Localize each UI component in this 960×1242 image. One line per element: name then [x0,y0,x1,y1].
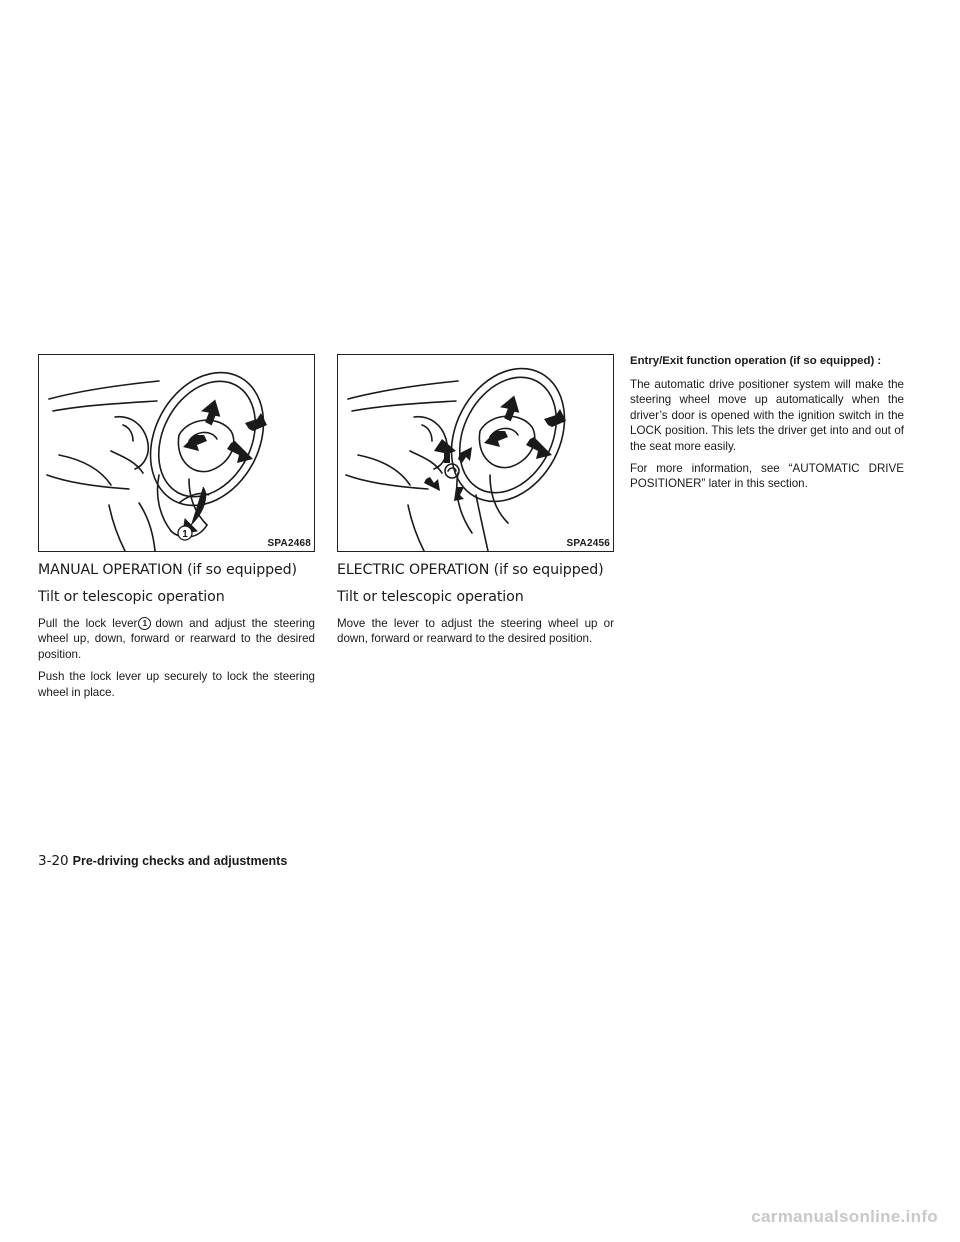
subsection-heading: Entry/Exit function operation (if so equipped) : [630,355,882,367]
paragraph-text: down and adjust the steering wheel up, down, forward or rearward to the desired position. [38,617,316,661]
section-heading: ELECTRIC OPERATION (if so equipped) [337,562,604,578]
section-heading: MANUAL OPERATION (if so equipped) [38,562,297,578]
body-paragraph: The automatic drive positioner system will make the steering wheel move up automatically when the driver’s door is opened with the ignition switch in the LOCK position. This lets the driver get into and out of the seat more easily. [630,378,904,453]
body-paragraph: For more information, see “AUTOMATIC DRIVE POSITIONER” later in this section. [630,462,904,491]
callout-circle-icon [178,526,192,540]
body-paragraph: Push the lock lever up securely to lock the steering wheel in place. [38,670,315,699]
section-subheading: Tilt or telescopic operation [337,589,524,605]
callout-circle-icon: 1 [138,617,151,630]
section-subheading: Tilt or telescopic operation [38,589,225,605]
body-paragraph [38,616,315,662]
svg-text:1: 1 [182,529,188,540]
body-paragraph: Move the lever to adjust the steering wheel up or down, forward or rearward to the desired position. [337,617,614,646]
paragraph-text: Pull the lock lever [38,617,138,630]
page-footer [38,852,287,871]
adjust-arrow-icon [183,397,267,463]
manual-steering-figure [38,354,315,552]
figure-code: SPA2468 [267,538,311,549]
section-title: Pre-driving checks and adjustments [72,854,288,868]
watermark: carmanualsonline.info [751,1207,938,1226]
figure-code: SPA2456 [566,538,610,549]
steering-wheel-illustration [338,355,613,551]
right-column [630,354,904,492]
left-column [38,354,315,700]
electric-steering-figure [337,354,614,552]
steering-wheel-illustration [39,355,314,551]
middle-column [337,354,614,647]
page-number: 3-20 [38,853,69,869]
